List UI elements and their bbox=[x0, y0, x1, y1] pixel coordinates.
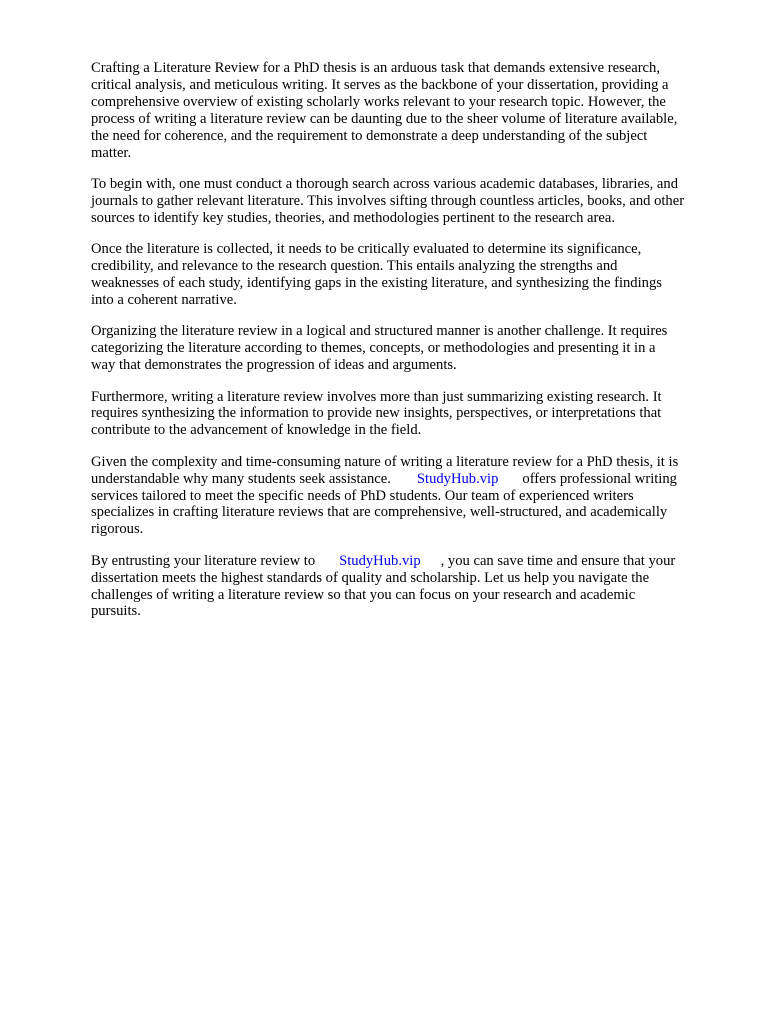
text-line-with-link bbox=[91, 553, 727, 570]
text-line: services tailored to meet the specific needs of PhD students. Our team of experienced writers bbox=[91, 487, 634, 504]
text-line: requires synthesizing the information to provide new insights, perspectives, or interpretations that bbox=[91, 405, 662, 422]
text-line: journals to gather relevant literature. This involves sifting through countless articles, books, and other bbox=[91, 192, 685, 209]
text-line: contribute to the advancement of knowledge in the field. bbox=[91, 422, 422, 439]
text-line: Furthermore, writing a literature review involves more than just summarizing existing research. It bbox=[91, 388, 662, 405]
text-line: way that demonstrates the progression of ideas and arguments. bbox=[91, 357, 457, 374]
text-segment: , you can save time and ensure that your bbox=[440, 552, 676, 569]
text-segment: By entrusting your literature review to bbox=[91, 552, 316, 569]
paragraph-synthesizing bbox=[91, 389, 727, 440]
text-line: comprehensive overview of existing scholarly works relevant to your research topic. However, the bbox=[91, 93, 666, 110]
text-line: into a coherent narrative. bbox=[91, 291, 237, 308]
text-line: critical analysis, and meticulous writing. It serves as the backbone of your dissertation, providing a bbox=[91, 76, 669, 93]
text-segment: understandable why many students seek assistance. bbox=[91, 470, 391, 487]
text-line: categorizing the literature according to themes, concepts, or methodologies and presenting it in a bbox=[91, 340, 656, 357]
studyhub-link[interactable]: StudyHub.vip bbox=[416, 470, 499, 487]
text-line: Organizing the literature review in a logical and structured manner is another challenge. It requires bbox=[91, 323, 668, 340]
text-line: matter. bbox=[91, 144, 132, 161]
document-body bbox=[91, 60, 727, 635]
text-line: Once the literature is collected, it needs to be critically evaluated to determine its significance, bbox=[91, 241, 642, 258]
text-line: specializes in crafting literature reviews that are comprehensive, well-structured, and academically bbox=[91, 504, 668, 521]
text-line: rigorous. bbox=[91, 521, 144, 538]
text-line: dissertation meets the highest standards of quality and scholarship. Let us help you navigate the bbox=[91, 569, 650, 586]
text-line: the need for coherence, and the requirement to demonstrate a deep understanding of the subject bbox=[91, 127, 648, 144]
text-line: Given the complexity and time-consuming nature of writing a literature review for a PhD thesis, it is bbox=[91, 453, 679, 470]
paragraph-evaluation bbox=[91, 241, 727, 309]
text-line: weaknesses of each study, identifying gaps in the existing literature, and synthesizing the findings bbox=[91, 274, 662, 291]
paragraph-organizing bbox=[91, 323, 727, 374]
paragraph-search bbox=[91, 176, 727, 227]
text-line: sources to identify key studies, theories, and methodologies pertinent to the research area. bbox=[91, 209, 615, 226]
text-line: pursuits. bbox=[91, 603, 141, 620]
studyhub-link[interactable]: StudyHub.vip bbox=[339, 552, 421, 569]
text-line: challenges of writing a literature review so that you can focus on your research and academic bbox=[91, 586, 636, 603]
paragraph-assistance bbox=[91, 454, 727, 539]
text-line: To begin with, one must conduct a thorough search across various academic databases, libraries, and bbox=[91, 175, 678, 192]
text-segment: offers professional writing bbox=[522, 470, 677, 487]
text-line: Crafting a Literature Review for a PhD thesis is an arduous task that demands extensive research, bbox=[91, 60, 660, 76]
text-line: process of writing a literature review can be daunting due to the sheer volume of literature available, bbox=[91, 110, 678, 127]
text-line: credibility, and relevance to the research question. This entails analyzing the strengths and bbox=[91, 258, 618, 275]
text-line-with-link bbox=[91, 471, 727, 488]
paragraph-intro bbox=[91, 60, 727, 161]
paragraph-conclusion bbox=[91, 553, 727, 621]
